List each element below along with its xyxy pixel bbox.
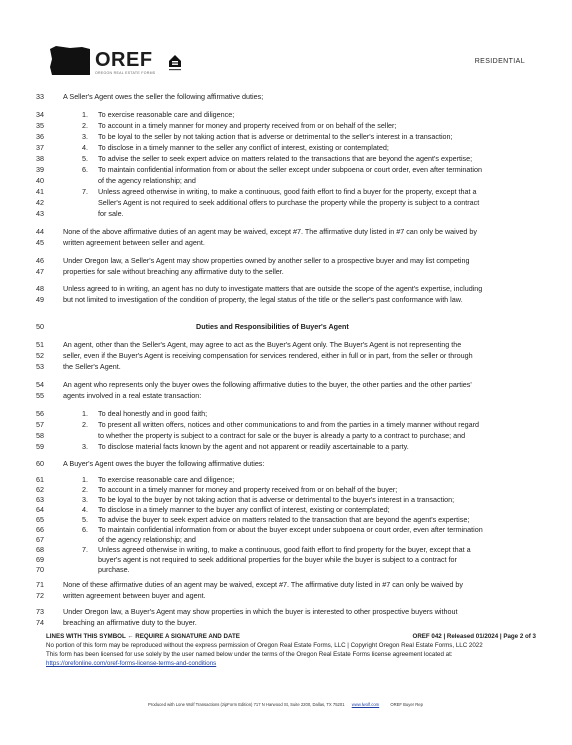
list-item-text: To maintain confidential information from or about the buyer except under subpoena or court order, even after termination [98,525,483,534]
list-item-text: To be loyal to the seller by not taking action that is adverse or detrimental to the seller's interest in a transaction; [98,132,453,141]
line-number: 61 [36,475,44,484]
line-number: 53 [36,362,44,371]
paragraph-text: An agent, other than the Seller's Agent, may agree to act as the Buyer's Agent only. The Buyer's Agent is not representing the [63,340,462,349]
paragraph-text: A Buyer's Agent owes the buyer the following affirmative duties: [63,459,265,468]
logo-text: OREF [95,49,153,71]
line-number: 62 [36,485,44,494]
list-item-number: 6. [82,165,88,174]
line-number: 60 [36,459,44,468]
line-number: 55 [36,391,44,400]
line-number: 41 [36,187,44,196]
paragraph-text: A Seller's Agent owes the seller the following affirmative duties; [63,92,264,101]
logo-tagline: OREGON REAL ESTATE FORMS [95,71,156,75]
list-item-number: 1. [82,110,88,119]
line-number: 44 [36,227,44,236]
paragraph-text: the Seller's Agent. [63,362,121,371]
line-number: 37 [36,143,44,152]
line-number: 34 [36,110,44,119]
line-number: 36 [36,132,44,141]
paragraph-text: Unless agreed to in writing, an agent has no duty to investigate matters that are outside the scope of the agent's expertise, including [63,284,483,293]
line-number: 70 [36,565,44,574]
paragraph-text: Under Oregon law, a Buyer's Agent may show properties in which the buyer is interested to other prospective buyers without [63,607,458,616]
list-item-number: 7. [82,187,88,196]
list-item-number: 2. [82,420,88,429]
line-number: 69 [36,555,44,564]
line-number: 71 [36,580,44,589]
line-number: 51 [36,340,44,349]
list-item-number: 3. [82,442,88,451]
list-item-text: Unless agreed otherwise in writing, to make a continuous, good faith effort to find property for the buyer, except that a [98,545,471,554]
line-number: 50 [36,322,44,331]
line-number: 52 [36,351,44,360]
list-item-number: 2. [82,485,88,494]
list-item-text: To be loyal to the buyer by not taking action that is adverse or detrimental to the buyer's interest in a transaction; [98,495,455,504]
line-number: 49 [36,295,44,304]
paragraph-text: None of these affirmative duties of an agent may be waived, except #7. The affirmative duty listed in #7 can only be waived by [63,580,463,589]
line-number: 64 [36,505,44,514]
list-item-text: Unless agreed otherwise in writing, to make a continuous, good faith effort to find a buyer for the property, except that a [98,187,477,196]
paragraph-text: agents involved in a real estate transaction: [63,391,202,400]
signature-symbol-note: LINES WITH THIS SYMBOL ← REQUIRE A SIGNATURE AND DATE [46,633,240,640]
license-terms-link[interactable]: https://orefonline.com/oref-forms-license-terms-and-conditions [46,660,217,667]
paragraph-text: written agreement between buyer and agent. [63,591,206,600]
line-number: 33 [36,92,44,101]
form-type-label: RESIDENTIAL [474,58,525,65]
list-item-number: 3. [82,495,88,504]
list-item-number: 7. [82,545,88,554]
paragraph-text: written agreement between seller and agent. [63,238,205,247]
line-number: 57 [36,420,44,429]
list-item-number: 4. [82,143,88,152]
list-item-text: To disclose material facts known by the agent and not apparent or readily ascertainable to a party. [98,442,409,451]
list-item-text: To disclose in a timely manner to the buyer any conflict of interest, existing or contemplated; [98,505,390,514]
list-item-text: Seller's Agent is not required to seek additional offers to purchase the property while the property is subject to a contract [98,198,480,207]
line-number: 63 [36,495,44,504]
list-item-number: 5. [82,515,88,524]
paragraph-text: breaching an affirmative duty to the buyer. [63,618,197,627]
list-item-number: 5. [82,154,88,163]
line-number: 43 [36,209,44,218]
list-item-text: purchase. [98,565,130,574]
oref-logo [48,45,198,79]
line-number: 47 [36,267,44,276]
list-item-number: 3. [82,132,88,141]
paragraph-text: None of the above affirmative duties of an agent may be waived, except #7. The affirmative duty listed in #7 can only be waived by [63,227,477,236]
list-item-text: To present all written offers, notices and other communications to and from the parties in a timely manner without regard [98,420,479,429]
list-item-number: 4. [82,505,88,514]
list-item-text: of the agency relationship; and [98,176,196,185]
list-item-text: To deal honestly and in good faith; [98,409,208,418]
line-number: 59 [36,442,44,451]
line-number: 72 [36,591,44,600]
list-item-text: to whether the property is subject to a contract for sale or the buyer is already a party to a contract to purchase; and [98,431,466,440]
list-item-text: To advise the seller to seek expert advice on matters related to the transactions that are beyond the agent's expertise; [98,154,473,163]
line-number: 58 [36,431,44,440]
line-number: 38 [36,154,44,163]
line-number: 66 [36,525,44,534]
produced-by-text: Produced with Lone Wolf Transactions (zipForm Edition) 717 N Harwood St, Suite 2200, Dallas, TX 75201 [148,702,345,707]
paragraph-text: but not limited to investigation of the condition of property, the legal status of the title or the seller's past conformance with law. [63,295,463,304]
paragraph-text: properties for sale without breaching any affirmative duty to the seller. [63,267,284,276]
list-item-number: 2. [82,121,88,130]
produced-form-name: OREF Buyer Rep [390,702,423,707]
paragraph-text: Under Oregon law, a Seller's Agent may show properties owned by another seller to a prospective buyer and may list competing [63,256,470,265]
line-number: 42 [36,198,44,207]
list-item-number: 1. [82,409,88,418]
list-item-text: To account in a timely manner for money and property received from or on behalf of the seller; [98,121,397,130]
list-item-text: To exercise reasonable care and diligence; [98,110,235,119]
list-item-text: for sale. [98,209,124,218]
oregon-state-icon [48,45,92,77]
line-number: 39 [36,165,44,174]
list-item-text: buyer's agent is not required to seek additional properties for the buyer while the buyer is subject to a contract for [98,555,457,564]
section-heading: Duties and Responsibilities of Buyer's Agent [196,322,349,331]
produced-by-line [148,702,423,707]
list-item-text: To advise the buyer to seek expert advice on matters related to the transaction that are beyond the agent's expertise; [98,515,470,524]
lwolf-link[interactable]: www.lwolf.com [351,702,380,707]
list-item-text: To account in a timely manner for money and property received from or on behalf of the buyer; [98,485,398,494]
equal-housing-icon [168,52,182,72]
line-number: 40 [36,176,44,185]
list-item-text: of the agency relationship; and [98,535,196,544]
line-number: 74 [36,618,44,627]
list-item-number: 6. [82,525,88,534]
copyright-notice: No portion of this form may be reproduced without the express permission of Oregon Real Estate Forms, LLC | Copyright Oregon Real Estate Forms, LLC 2022 [46,642,483,649]
list-item-text: To exercise reasonable care and diligence; [98,475,235,484]
list-item-number: 1. [82,475,88,484]
form-info: OREF 042 | Released 01/2024 | Page 2 of 3 [412,633,536,640]
line-number: 46 [36,256,44,265]
license-notice: This form has been licensed for use solely by the user named below under the terms of the Oregon Real Estate Forms license agreement located at: [46,651,453,658]
line-number: 48 [36,284,44,293]
line-number: 54 [36,380,44,389]
paragraph-text: seller, even if the Buyer's Agent is receiving compensation for services rendered, either in full or in part, from the seller or through [63,351,473,360]
line-number: 68 [36,545,44,554]
line-number: 67 [36,535,44,544]
list-item-text: To disclose in a timely manner to the seller any conflict of interest, existing or contemplated; [98,143,389,152]
line-number: 56 [36,409,44,418]
line-number: 73 [36,607,44,616]
paragraph-text: An agent who represents only the buyer owes the following affirmative duties to the buyer, the other parties and the other parties' [63,380,472,389]
line-number: 35 [36,121,44,130]
list-item-text: To maintain confidential information from or about the seller except under subpoena or court order, even after termination [98,165,482,174]
line-number: 65 [36,515,44,524]
line-number: 45 [36,238,44,247]
